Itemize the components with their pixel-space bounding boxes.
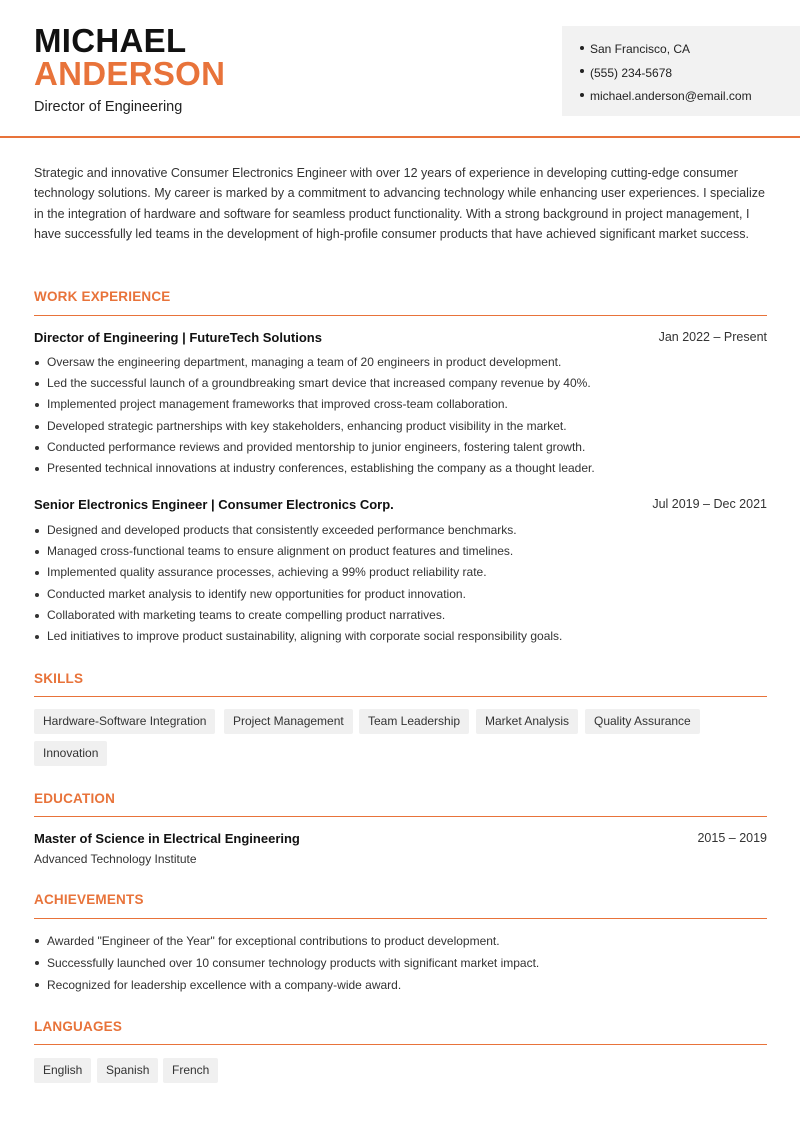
section-title-work: WORK EXPERIENCE bbox=[34, 289, 171, 304]
last-name: ANDERSON bbox=[34, 55, 226, 92]
phone-text: (555) 234-5678 bbox=[590, 65, 673, 80]
list-item: Collaborated with marketing teams to create compelling product narratives. bbox=[34, 605, 774, 626]
section-divider bbox=[34, 315, 767, 316]
list-item: Awarded "Engineer of the Year" for exceptional contributions to product development. bbox=[34, 930, 774, 952]
list-item: Led initiatives to improve product sustainability, aligning with corporate social responsibility goals. bbox=[34, 626, 774, 647]
email-text: michael.anderson@email.com bbox=[590, 89, 752, 103]
contact-location bbox=[580, 38, 800, 62]
skill-tag: Quality Assurance bbox=[585, 709, 700, 734]
job-heading: Director of Engineering | FutureTech Solutions bbox=[34, 330, 322, 345]
job-dates: Jul 2019 – Dec 2021 bbox=[652, 497, 767, 511]
list-item: Successfully launched over 10 consumer technology products with significant market impact. bbox=[34, 952, 774, 974]
achievements-list bbox=[34, 930, 774, 996]
list-item: Led the successful launch of a groundbreaking smart device that increased company revenue by 40%. bbox=[34, 373, 774, 394]
list-item: Managed cross-functional teams to ensure alignment on product features and timelines. bbox=[34, 541, 774, 562]
contact-phone bbox=[580, 62, 800, 86]
list-item: Conducted market analysis to identify new opportunities for product innovation. bbox=[34, 584, 774, 605]
job-dates: Jan 2022 – Present bbox=[658, 330, 767, 344]
section-title-achievements: ACHIEVEMENTS bbox=[34, 892, 144, 907]
education-degree: Master of Science in Electrical Engineering bbox=[34, 831, 300, 846]
section-divider bbox=[34, 696, 767, 697]
skill-tag: Innovation bbox=[34, 741, 107, 766]
skill-tag: Project Management bbox=[224, 709, 353, 734]
section-title-languages: LANGUAGES bbox=[34, 1019, 123, 1034]
list-item: Developed strategic partnerships with key stakeholders, enhancing product visibility in the market. bbox=[34, 416, 774, 437]
list-item: Designed and developed products that consistently exceeded performance benchmarks. bbox=[34, 520, 774, 541]
bullet-icon bbox=[580, 46, 584, 50]
summary: Strategic and innovative Consumer Electronics Engineer with over 12 years of experience in developing cutting-edge consumer technology solutions. My career is marked by a commitment to advancing technology while enhancing user experiences. I specialize in the integration of hardware and software for seamless product functionality. With a strong background in project management, I have successfully led teams in the development of high-profile consumer products that have achieved significant market success. bbox=[34, 166, 765, 242]
contact-email bbox=[580, 85, 800, 109]
bullet-icon bbox=[580, 69, 584, 73]
list-item: Oversaw the engineering department, managing a team of 20 engineers in product development. bbox=[34, 352, 774, 373]
section-title-skills: SKILLS bbox=[34, 671, 84, 686]
section-divider bbox=[34, 1044, 767, 1045]
job-heading: Senior Electronics Engineer | Consumer Electronics Corp. bbox=[34, 497, 394, 512]
location-text: San Francisco, CA bbox=[590, 42, 691, 56]
job-bullets bbox=[34, 352, 774, 479]
skill-tag: Hardware-Software Integration bbox=[34, 709, 215, 734]
list-item: Recognized for leadership excellence with a company-wide award. bbox=[34, 974, 774, 996]
list-item: Implemented quality assurance processes, achieving a 99% product reliability rate. bbox=[34, 562, 774, 583]
education-school: Advanced Technology Institute bbox=[34, 852, 197, 866]
list-item: Presented technical innovations at industry conferences, establishing the company as a thought leader. bbox=[34, 458, 774, 479]
job-bullets bbox=[34, 520, 774, 647]
list-item: Conducted performance reviews and provided mentorship to junior engineers, fostering talent growth. bbox=[34, 437, 774, 458]
section-title-education: EDUCATION bbox=[34, 791, 116, 806]
language-tag: Spanish bbox=[97, 1058, 158, 1083]
skill-tag: Market Analysis bbox=[476, 709, 578, 734]
contact-box bbox=[562, 26, 800, 116]
section-divider bbox=[34, 816, 767, 817]
job-title: Director of Engineering bbox=[34, 99, 183, 115]
list-item: Implemented project management frameworks that improved cross-team collaboration. bbox=[34, 394, 774, 415]
education-dates: 2015 – 2019 bbox=[697, 831, 767, 845]
resume-header bbox=[0, 0, 800, 138]
language-tag: English bbox=[34, 1058, 91, 1083]
language-tag: French bbox=[163, 1058, 218, 1083]
bullet-icon bbox=[580, 93, 584, 97]
section-divider bbox=[34, 918, 767, 919]
skill-tag: Team Leadership bbox=[359, 709, 469, 734]
first-name: MICHAEL bbox=[34, 22, 187, 59]
